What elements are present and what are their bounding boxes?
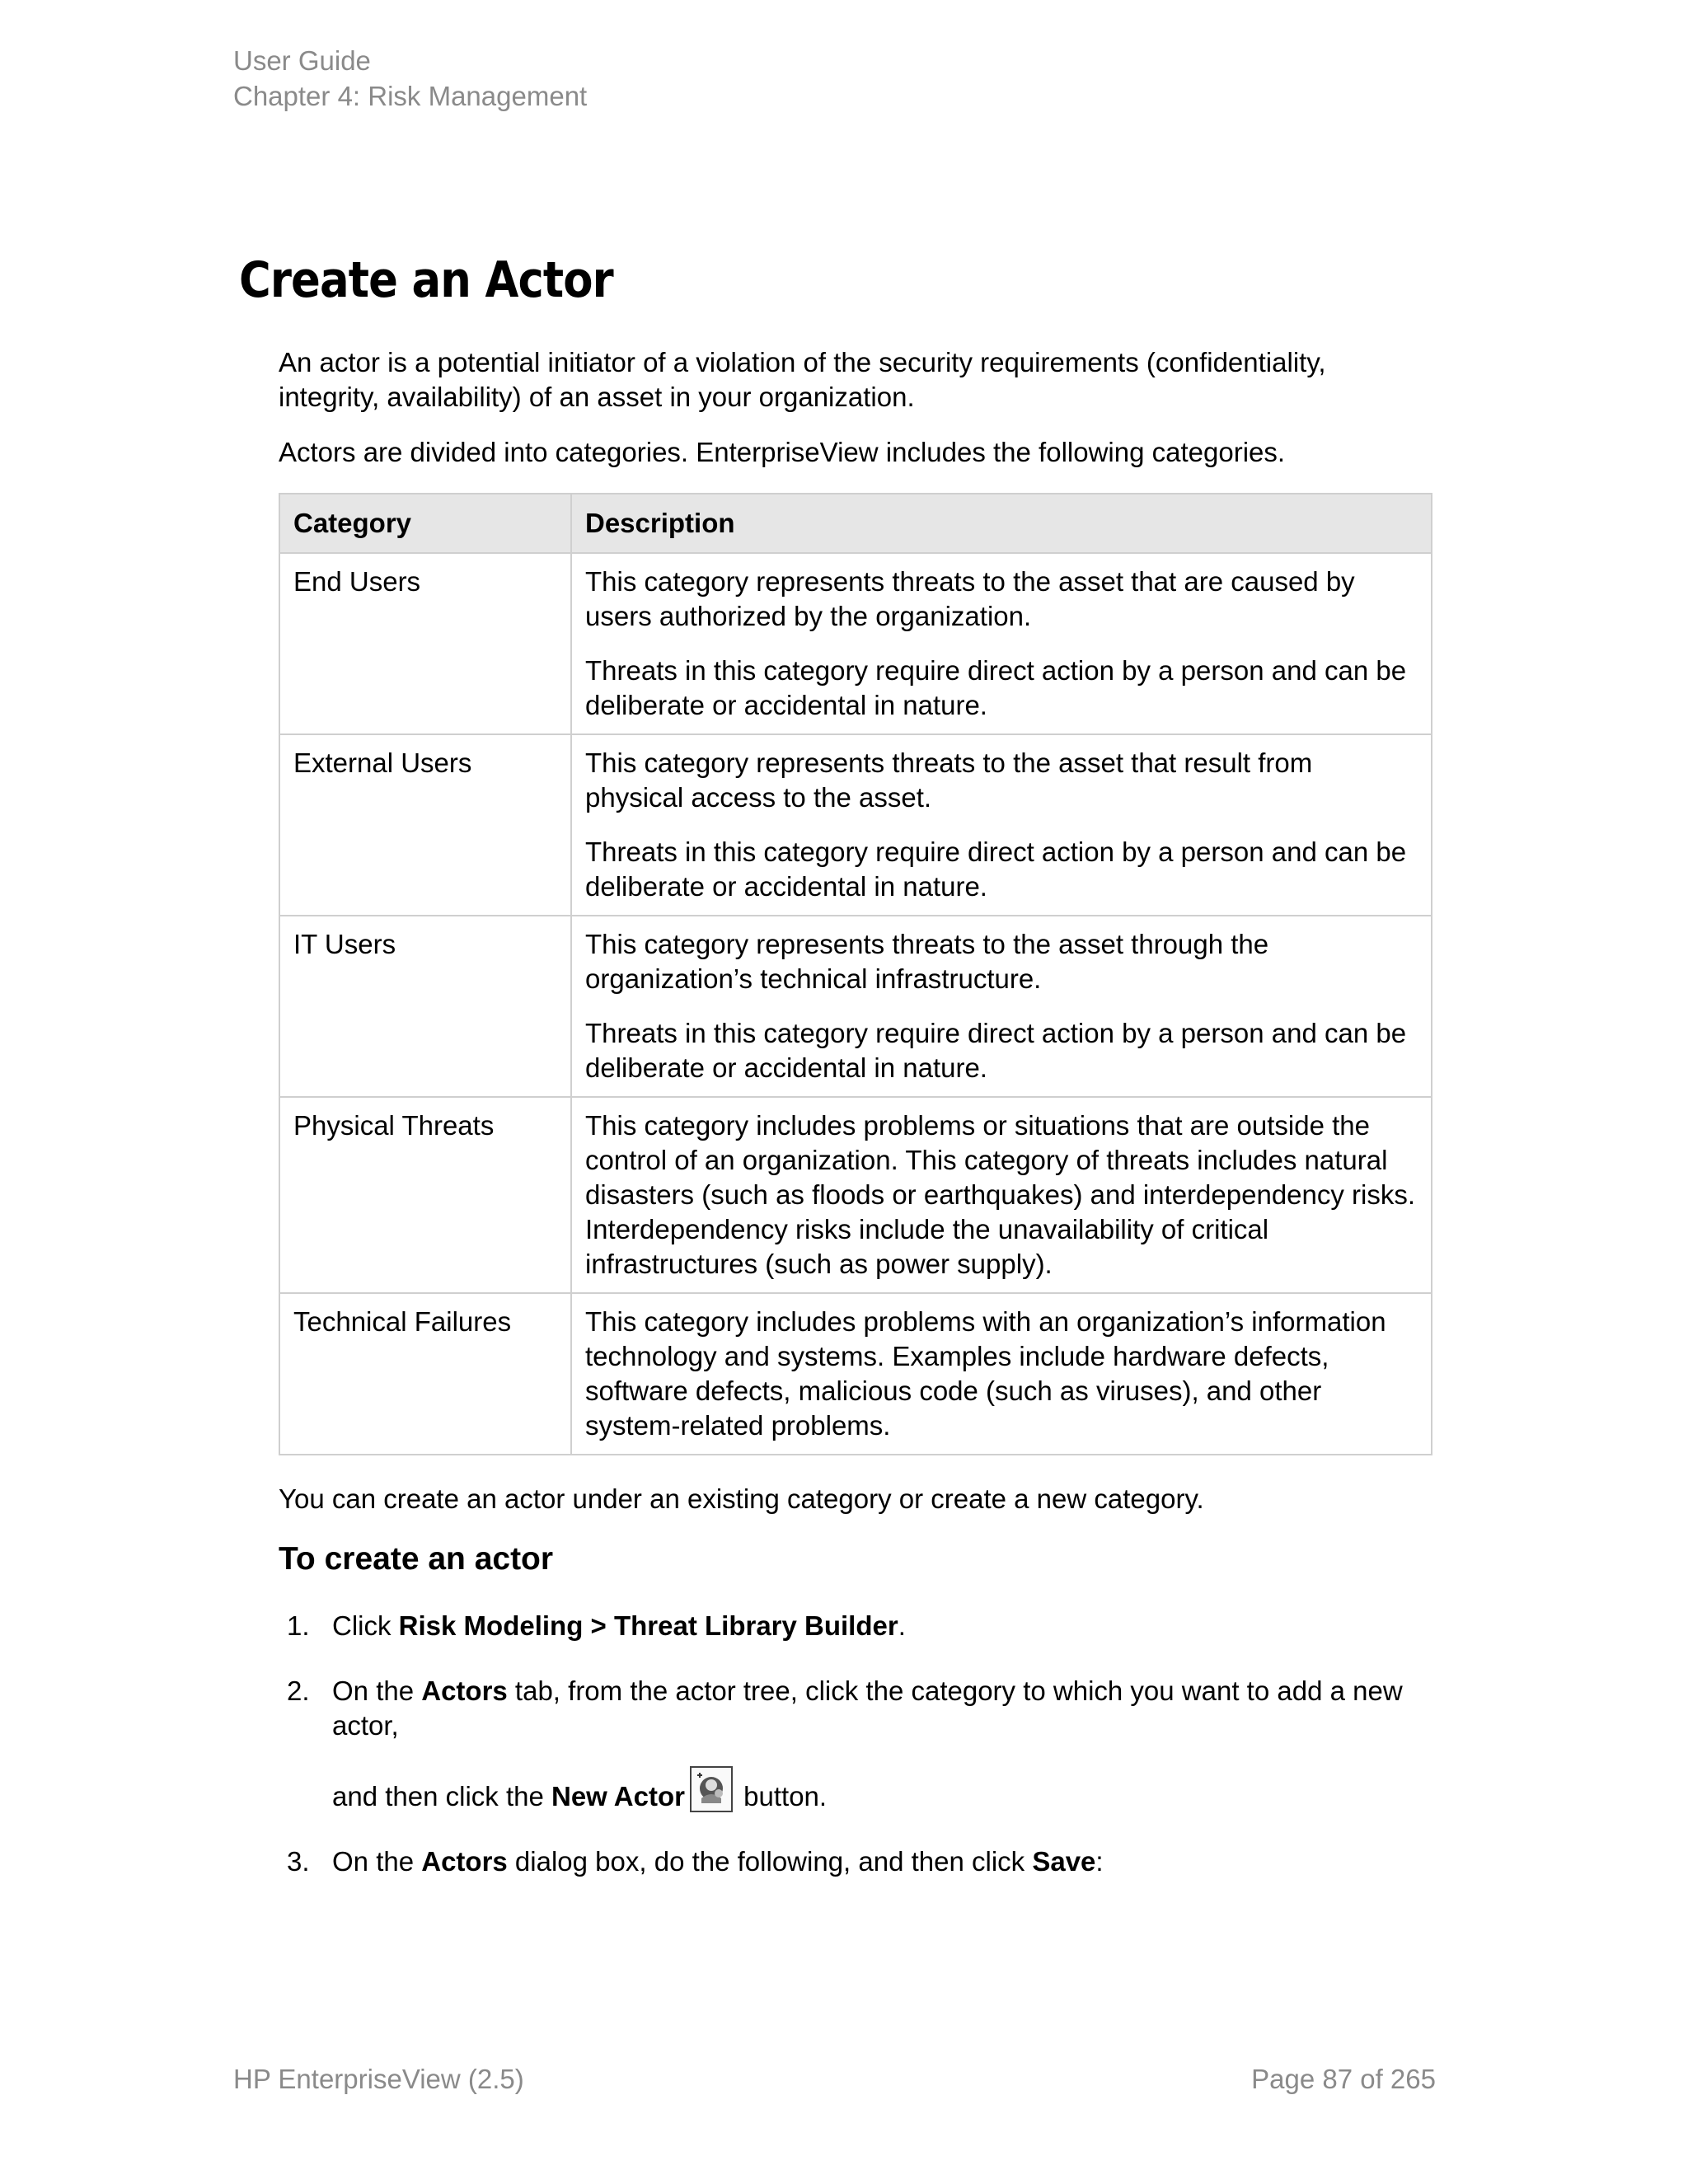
category-cell: External Users xyxy=(279,734,571,916)
button-name: New Actor xyxy=(551,1781,685,1811)
step-item xyxy=(279,1844,1432,1879)
procedure-heading: To create an actor xyxy=(279,1541,554,1577)
footer-product: HP EnterpriseView (2.5) xyxy=(233,2064,524,2094)
description-text: This category represents threats to the asset that are caused by users authorized by the organization. xyxy=(585,566,1355,631)
description-text: This category represents threats to the asset through the organization’s technical infrastructure. xyxy=(585,929,1269,994)
category-cell: Technical Failures xyxy=(279,1293,571,1455)
category-cell: End Users xyxy=(279,553,571,734)
description-cell xyxy=(571,1097,1432,1293)
column-header-category: Category xyxy=(279,494,571,553)
header-doc-title: User Guide xyxy=(233,45,371,76)
description-cell xyxy=(571,916,1432,1097)
description-text: Threats in this category require direct action by a person and can be deliberate or accidental in nature. xyxy=(585,655,1407,720)
categories-table xyxy=(279,493,1432,1455)
step-text: On the xyxy=(332,1675,422,1706)
menu-path: Risk Modeling > Threat Library Builder xyxy=(398,1610,898,1641)
page-title: Create an Actor xyxy=(239,251,613,309)
procedure-steps xyxy=(279,1609,1432,1910)
button-name: Save xyxy=(1032,1846,1096,1877)
step-text: Click xyxy=(332,1610,399,1641)
step-number: 2. xyxy=(287,1675,310,1706)
step-text: and then click the xyxy=(332,1781,551,1811)
description-text: Threats in this category require direct action by a person and can be deliberate or accidental in nature. xyxy=(585,1018,1407,1083)
table-row xyxy=(279,553,1432,734)
description-cell xyxy=(571,553,1432,734)
category-cell: Physical Threats xyxy=(279,1097,571,1293)
new-actor-icon xyxy=(690,1766,733,1812)
step-text: . xyxy=(898,1610,906,1641)
table-row xyxy=(279,734,1432,916)
step-text: tab, from the actor tree, click the category to which you want to add a new actor, xyxy=(332,1675,1403,1741)
categories-intro: Actors are divided into categories. EnterpriseView includes the following categories. xyxy=(279,437,1286,467)
step-text: : xyxy=(1095,1846,1104,1877)
table-row xyxy=(279,1097,1432,1293)
description-text: This category represents threats to the asset that result from physical access to the asset. xyxy=(585,748,1313,813)
running-header xyxy=(233,43,587,114)
description-text: This category includes problems or situations that are outside the control of an organization. This category of threats includes natural disasters (such as floods or earthquakes) and interdependency risks. Interdependency risks include the unavailability of critical infrastructures (such as power supply). xyxy=(585,1110,1416,1279)
step-number: 3. xyxy=(287,1846,310,1877)
page-number: Page 87 of 265 xyxy=(1251,2064,1436,2094)
step-item xyxy=(279,1674,1432,1814)
description-text: Threats in this category require direct action by a person and can be deliberate or accidental in nature. xyxy=(585,837,1407,902)
intro-paragraph: An actor is a potential initiator of a violation of the security requirements (confidentiality, integrity, availability) of an asset in your organization. xyxy=(279,347,1326,412)
column-header-description: Description xyxy=(571,494,1432,553)
step-text: button. xyxy=(735,1781,828,1811)
step-text: dialog box, do the following, and then click xyxy=(507,1846,1033,1877)
step-item xyxy=(279,1609,1432,1643)
after-table-paragraph: You can create an actor under an existing category or create a new category. xyxy=(279,1483,1204,1514)
description-cell xyxy=(571,734,1432,916)
category-cell: IT Users xyxy=(279,916,571,1097)
table-row xyxy=(279,916,1432,1097)
table-header-row xyxy=(279,494,1432,553)
header-chapter: Chapter 4: Risk Management xyxy=(233,81,588,111)
step-text: On the xyxy=(332,1846,422,1877)
description-cell xyxy=(571,1293,1432,1455)
step-number: 1. xyxy=(287,1610,310,1641)
tab-name: Actors xyxy=(421,1675,508,1706)
description-text: This category includes problems with an organization’s information technology and systems. Examples include hardware defects, software defects, malicious code (such as viruses), and other system-related problems. xyxy=(585,1306,1386,1441)
dialog-name: Actors xyxy=(421,1846,508,1877)
table-row xyxy=(279,1293,1432,1455)
